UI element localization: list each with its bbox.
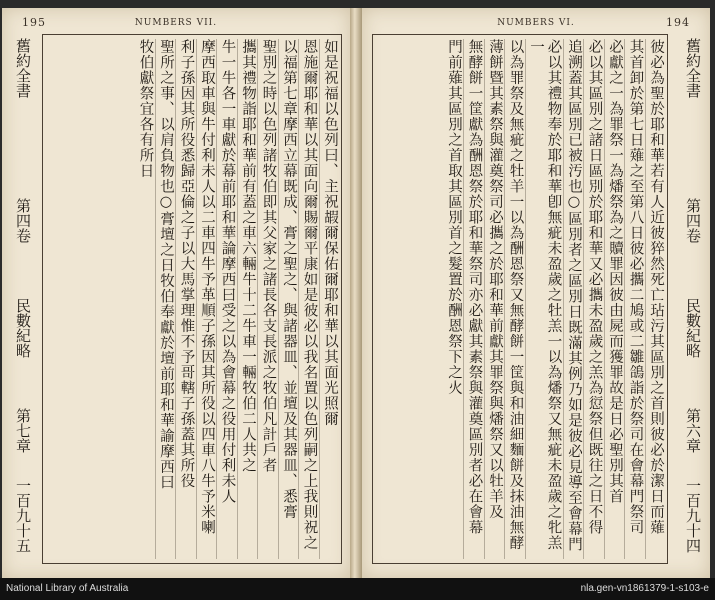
- text-column: 恩施爾耶和華以其面向爾賜爾平康如是彼必以我名置以色列嗣之上我則祝之: [298, 39, 319, 559]
- text-column: 以為罪祭及無疵之牡羊一以為酬恩祭又無酵餅一筐與和油細麵餅及抹油無酵: [504, 39, 525, 559]
- right-page-number: 194: [666, 16, 690, 29]
- right-margin-book: 舊約全書: [684, 38, 702, 98]
- footer-bar: [0, 578, 715, 600]
- text-column: 牛一牛各一車獻於幕前耶和華論摩西曰受之以為會幕之役用付利未人: [216, 39, 237, 559]
- right-margin-page: 一百九十四: [684, 478, 702, 553]
- text-column: 追溯蓋其區別已被汚也○區別者之區別日既滿其例乃如是彼必見導至會幕門: [563, 39, 584, 559]
- footer-identifier: nla.gen-vn1861379-1-s103-e: [580, 583, 709, 594]
- right-running-title: NUMBERS VI.: [497, 18, 575, 28]
- text-column: 其首卸於第七日薙之至第八日彼必攜二鳩或二雛鴿詣於祭司在會幕門祭司: [624, 39, 645, 559]
- left-running-title: NUMBERS VII.: [134, 18, 218, 28]
- left-page-header: [12, 14, 340, 34]
- right-margin-title: 民數紀略: [684, 298, 702, 358]
- text-column: 門前薙其區別之首取其區別首之髮置於酬恩祭下之火: [446, 39, 462, 396]
- text-column: 必獻之一為罪祭一為燔祭為之贖罪因彼由屍而獲罪故是日必聖別其首: [604, 39, 625, 559]
- text-column: 利子孫因其所役悉歸亞倫之子以大馬掌理惟不予哥轄子孫蓋其所役: [175, 39, 196, 559]
- text-column: 必以其禮物奉於耶和華卽無疵未盈歲之牡羔一以為燔祭又無疵未盈歲之牝羔一: [525, 39, 563, 559]
- text-column: 無酵餅一筐獻為酬恩祭於耶和華祭司亦必獻其素祭與灌奠區別者必在會幕: [463, 39, 484, 559]
- book-gutter: [350, 8, 362, 578]
- text-column: 牧伯獻祭宜各有所日: [137, 39, 154, 179]
- right-page: [362, 8, 710, 578]
- right-page-header: [372, 14, 700, 34]
- left-margin-chapter: 第七章: [14, 408, 32, 453]
- left-text-block: [42, 34, 342, 564]
- left-margin-title: 民數紀略: [14, 298, 32, 358]
- right-margin-chapter: 第六章: [684, 408, 702, 453]
- right-text-block: [372, 34, 668, 564]
- footer-source: National Library of Australia: [6, 583, 129, 594]
- text-column: 摩西取車與牛付利未人以二車四牛予革順子孫因其所役以四車八牛予米喇: [196, 39, 217, 559]
- text-column: 如是祝福以色列曰、主祝嘏爾保佑爾耶和華以其面光照爾: [319, 39, 340, 559]
- text-column: 必以其區別之諸日區別於耶和華又必攜未盈歲之羔為愆祭但既往之日不得: [583, 39, 604, 559]
- left-margin-volume: 第四卷: [14, 198, 32, 243]
- left-margin-page: 一百九十五: [14, 478, 32, 553]
- right-margin-volume: 第四卷: [684, 198, 702, 243]
- left-page-number: 195: [22, 16, 46, 29]
- left-margin-book: 舊約全書: [14, 38, 32, 98]
- right-margin: [678, 38, 704, 568]
- text-column: 聖所之事、以肩負物也○膏壇之日牧伯奉獻於壇前耶和華諭摩西曰: [155, 39, 176, 559]
- text-column: 攜其禮物詣耶和華前有蓋之車六輛牛十二牛車一輛牧伯二人共之: [237, 39, 258, 559]
- text-column: 聖別之時以色列諸牧伯即其父家之諸長各支長派之牧伯凡計戶者: [257, 39, 278, 559]
- left-page: [2, 8, 350, 578]
- text-column: 彼必為聖於耶和華若有人近彼猝然死亡玷污其區別之首則彼必於潔日而薙: [645, 39, 666, 559]
- text-column: 以福第七章摩西立幕既成、膏之聖之、與諸器皿、並壇及其器皿、悉膏: [278, 39, 299, 559]
- text-column: 薄餅暨其素祭與灌奠祭司必攜之於耶和華前獻其罪祭與燔祭又以牡羊及: [484, 39, 505, 559]
- left-margin: [8, 38, 34, 568]
